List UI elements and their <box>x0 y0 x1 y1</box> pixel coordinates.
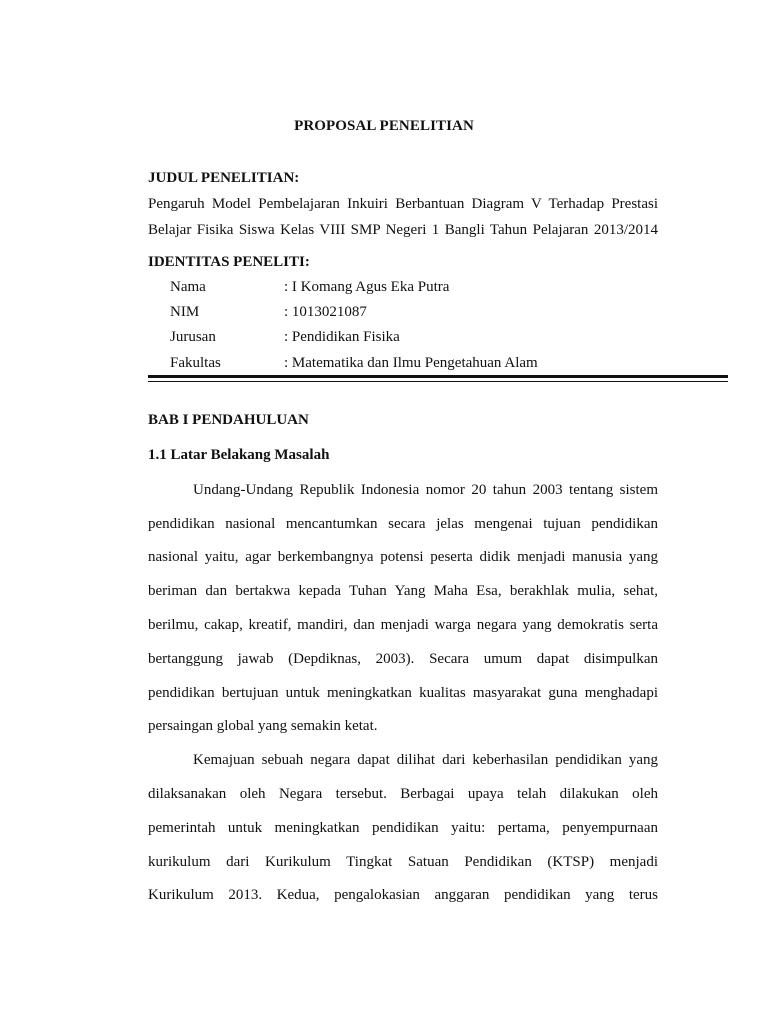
paragraph-line: pendidikan bertujuan untuk meningkatkan kualitas masyarakat guna menghadapi <box>148 685 658 701</box>
divider-thick <box>148 375 728 378</box>
identitas-value: : I Komang Agus Eka Putra <box>284 279 450 295</box>
paragraph-line: nasional yaitu, agar berkembangnya potensi peserta didik menjadi manusia yang <box>148 549 658 565</box>
identitas-label: Jurusan <box>170 329 216 345</box>
judul-line: Pengaruh Model Pembelajaran Inkuiri Berbantuan Diagram V Terhadap Prestasi <box>148 196 658 212</box>
identitas-heading: IDENTITAS PENELITI: <box>148 254 310 270</box>
paragraph-line: beriman dan bertakwa kepada Tuhan Yang Maha Esa, berakhlak mulia, sehat, <box>148 583 658 599</box>
identitas-row-nama <box>170 279 730 297</box>
paragraph-line: kurikulum dari Kurikulum Tingkat Satuan Pendidikan (KTSP) menjadi <box>148 854 658 870</box>
identitas-value: : Pendidikan Fisika <box>284 329 400 345</box>
paragraph-line: pendidikan nasional mencantumkan secara jelas mengenai tujuan pendidikan <box>148 516 658 532</box>
identitas-label: Fakultas <box>170 355 221 371</box>
divider-thin <box>148 381 728 382</box>
identitas-value: : Matematika dan Ilmu Pengetahuan Alam <box>284 355 538 371</box>
paragraph-line: dilaksanakan oleh Negara tersebut. Berbagai upaya telah dilakukan oleh <box>148 786 658 802</box>
paragraph-line: bertanggung jawab (Depdiknas, 2003). Secara umum dapat disimpulkan <box>148 651 658 667</box>
paragraph-line: berilmu, cakap, kreatif, mandiri, dan menjadi warga negara yang demokratis serta <box>148 617 658 633</box>
identitas-row-jurusan <box>170 329 730 347</box>
paragraph-line: Undang-Undang Republik Indonesia nomor 20 tahun 2003 tentang sistem <box>193 482 658 498</box>
identitas-label: Nama <box>170 279 206 295</box>
identitas-row-nim <box>170 304 730 322</box>
identitas-row-fakultas <box>170 355 730 373</box>
section-heading: 1.1 Latar Belakang Masalah <box>148 447 330 463</box>
judul-heading: JUDUL PENELITIAN: <box>148 170 300 186</box>
paragraph-line: Kemajuan sebuah negara dapat dilihat dari keberhasilan pendidikan yang <box>193 752 658 768</box>
identitas-value: : 1013021087 <box>284 304 367 320</box>
document-title: PROPOSAL PENELITIAN <box>294 118 474 134</box>
paragraph-line: pemerintah untuk meningkatkan pendidikan yaitu: pertama, penyempurnaan <box>148 820 658 836</box>
identitas-label: NIM <box>170 304 200 320</box>
judul-line: Belajar Fisika Siswa Kelas VIII SMP Negeri 1 Bangli Tahun Pelajaran 2013/2014 <box>148 222 658 238</box>
paragraph-line: persaingan global yang semakin ketat. <box>148 718 378 734</box>
bab-heading: BAB I PENDAHULUAN <box>148 412 309 428</box>
paragraph-line: Kurikulum 2013. Kedua, pengalokasian anggaran pendidikan yang terus <box>148 887 658 903</box>
